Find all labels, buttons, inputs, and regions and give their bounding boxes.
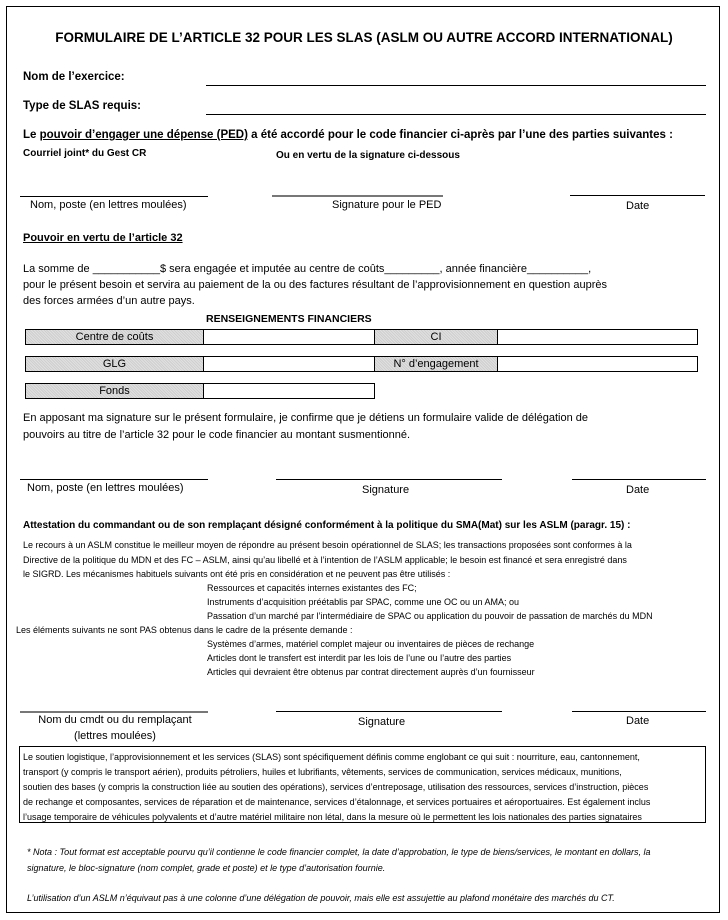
ped-intro-suffix: a été accordé pour le code financier ci-après par l’une des parties suivantes : xyxy=(247,129,673,141)
definition-line: Le soutien logistique, l’approvisionnement et les services (SLAS) sont spécifiquement définis comme englobant ce qui suit : nourriture, eau, cantonnement, xyxy=(23,752,640,762)
fin-label-fund: Fonds xyxy=(25,383,204,399)
ped-date-caption: Date xyxy=(626,200,650,212)
confirm-line-2: pouvoirs au titre de l’article 32 pour le code financier au montant susmentionné. xyxy=(23,429,411,441)
ped-signature-caption: Signature pour le PED xyxy=(332,199,442,211)
fin-label-ci: CI xyxy=(375,329,498,345)
ped-name-line[interactable] xyxy=(20,196,208,197)
mechanism-item: Passation d’un marché par l’intermédiaire de SPAC ou application du pouvoir de passation de marchés du MDN xyxy=(207,611,653,621)
sum-line-3: des forces armées d’un autre pays. xyxy=(23,295,195,307)
fin-input-glg[interactable] xyxy=(204,356,375,372)
cmdt-date-caption: Date xyxy=(626,715,650,727)
definition-line: l’usage temporaire de véhicules polyvalents et d’autre matériel militaire non létal, dans la mesure où le permettent les lois nationales des parties signataires xyxy=(23,812,642,822)
art32-signature-caption: Signature xyxy=(362,484,410,496)
fin-row-3 xyxy=(25,383,375,399)
exercise-name-field[interactable] xyxy=(206,85,706,86)
attestation-para-3: le SIGRD. Les mécanismes habituels suivants ont été pris en considération et ne peuvent pas être utilisés : xyxy=(23,569,451,579)
note-1-line-1: * Nota : Tout format est acceptable pourvu qu’il contienne le code financier complet, la date d’approbation, le type de biens/services, le montant en dollars, la xyxy=(27,847,651,857)
ped-intro-link: pouvoir d’engager une dépense (PED) xyxy=(39,129,248,141)
ped-intro xyxy=(23,129,673,141)
definition-line: transport (y compris le transport aérien), produits pétroliers, huiles et lubrifiants, vêtements, services de communication, services médicaux, munitions, xyxy=(23,767,622,777)
note-2: L’utilisation d’un ASLM n’équivaut pas à une colonne d’une délégation de pouvoir, mais elle est assujettie au plafond monétaire des marchés du CT. xyxy=(27,893,615,903)
exercise-name-label: Nom de l’exercice: xyxy=(23,71,125,83)
fin-row-2 xyxy=(25,356,698,372)
art32-date-line[interactable] xyxy=(572,479,706,480)
art32-name-caption: Nom, poste (en lettres moulées) xyxy=(27,482,184,494)
fin-input-cost-centre-cell[interactable] xyxy=(204,329,375,345)
ped-intro-prefix: Le xyxy=(23,129,40,141)
sum-line-2: pour le présent besoin et servira au paiement de la ou des factures résultant de l’approvisionnement en question auprès xyxy=(23,279,607,291)
ped-option-email: Courriel joint* du Gest CR xyxy=(23,148,147,159)
fin-input-commitment-no[interactable] xyxy=(498,356,698,372)
definition-line: soutien des bases (y compris la construction liée au soutien des opérations), services d’entreposage, utilisation des ressources, services d’instruction, pièces xyxy=(23,782,649,792)
fin-row-1 xyxy=(25,329,698,345)
cmdt-signature-line[interactable] xyxy=(276,711,502,712)
excluded-intro: Les éléments suivants ne sont PAS obtenus dans le cadre de la présente demande : xyxy=(16,625,353,635)
attestation-para-1: Le recours à un ASLM constitue le meilleur moyen de répondre au présent besoin opérationnel de SLAS; les transactions proposées sont conformes à la xyxy=(23,540,632,550)
ped-signature-line[interactable] xyxy=(272,195,443,197)
slas-type-label: Type de SLAS requis: xyxy=(23,100,142,112)
art32-signature-line[interactable] xyxy=(276,479,502,480)
article32-heading: Pouvoir en vertu de l’article 32 xyxy=(23,232,183,244)
form-title: FORMULAIRE DE L’ARTICLE 32 POUR LES SLAS (ASLM OU AUTRE ACCORD INTERNATIONAL) xyxy=(55,30,673,45)
confirm-line-1: En apposant ma signature sur le présent formulaire, je confirme que je détiens un formulaire valide de délégation de xyxy=(23,412,588,424)
cmdt-name-line[interactable] xyxy=(20,711,208,713)
cmdt-signature-caption: Signature xyxy=(358,716,406,728)
sum-line-1: La somme de ___________$ sera engagée et imputée au centre de coûts_________, année financière__________, xyxy=(23,263,592,275)
slas-definition-box xyxy=(19,746,706,823)
cmdt-name-caption-1: Nom du cmdt ou du remplaçant xyxy=(38,714,192,726)
art32-name-line[interactable] xyxy=(20,479,208,480)
fin-label-commitment-no: N° d’engagement xyxy=(375,356,498,372)
fin-input-ci[interactable] xyxy=(498,329,698,345)
attestation-para-2: Directive de la politique du MDN et des FC – ASLM, ainsi qu’au libellé et à l’intention de l’ASLM applicable; le besoin est financé et sera enregistré dans xyxy=(23,555,627,565)
ped-option-signature: Ou en vertu de la signature ci-dessous xyxy=(276,150,460,161)
financial-info-heading: RENSEIGNEMENTS FINANCIERS xyxy=(206,313,372,325)
slas-type-field[interactable] xyxy=(206,114,706,115)
excluded-item: Articles qui devraient être obtenus par contrat directement auprès d’un fournisseur xyxy=(207,667,535,677)
excluded-item: Systèmes d’armes, matériel complet majeur ou inventaires de pièces de rechange xyxy=(207,639,535,649)
fin-label-glg: GLG xyxy=(25,356,204,372)
fin-label-cost-centre-cell: Centre de coûts xyxy=(25,329,204,345)
cmdt-date-line[interactable] xyxy=(572,711,706,712)
fin-input-fund[interactable] xyxy=(204,383,375,399)
art32-date-caption: Date xyxy=(626,484,650,496)
mechanism-item: Ressources et capacités internes existantes des FC; xyxy=(207,583,417,593)
definition-line: de rechange et composantes, services de réparation et de maintenance, services d’étalonnage, et services portuaires et aéroportuaires. Est également inclus xyxy=(23,797,651,807)
excluded-item: Articles dont le transfert est interdit par les lois de l’une ou l’autre des parties xyxy=(207,653,512,663)
ped-date-line[interactable] xyxy=(570,195,705,196)
cmdt-name-caption-2: (lettres moulées) xyxy=(74,730,156,742)
note-1-line-2: signature, le bloc-signature (nom complet, grade et poste) et le type d’autorisation fournie. xyxy=(27,863,386,873)
attestation-heading: Attestation du commandant ou de son remplaçant désigné conformément à la politique du SMA(Mat) sur les ASLM (paragr. 15) : xyxy=(23,520,631,531)
mechanism-item: Instruments d’acquisition préétablis par SPAC, comme une OC ou un AMA; ou xyxy=(207,597,519,607)
ped-name-caption: Nom, poste (en lettres moulées) xyxy=(30,199,187,211)
